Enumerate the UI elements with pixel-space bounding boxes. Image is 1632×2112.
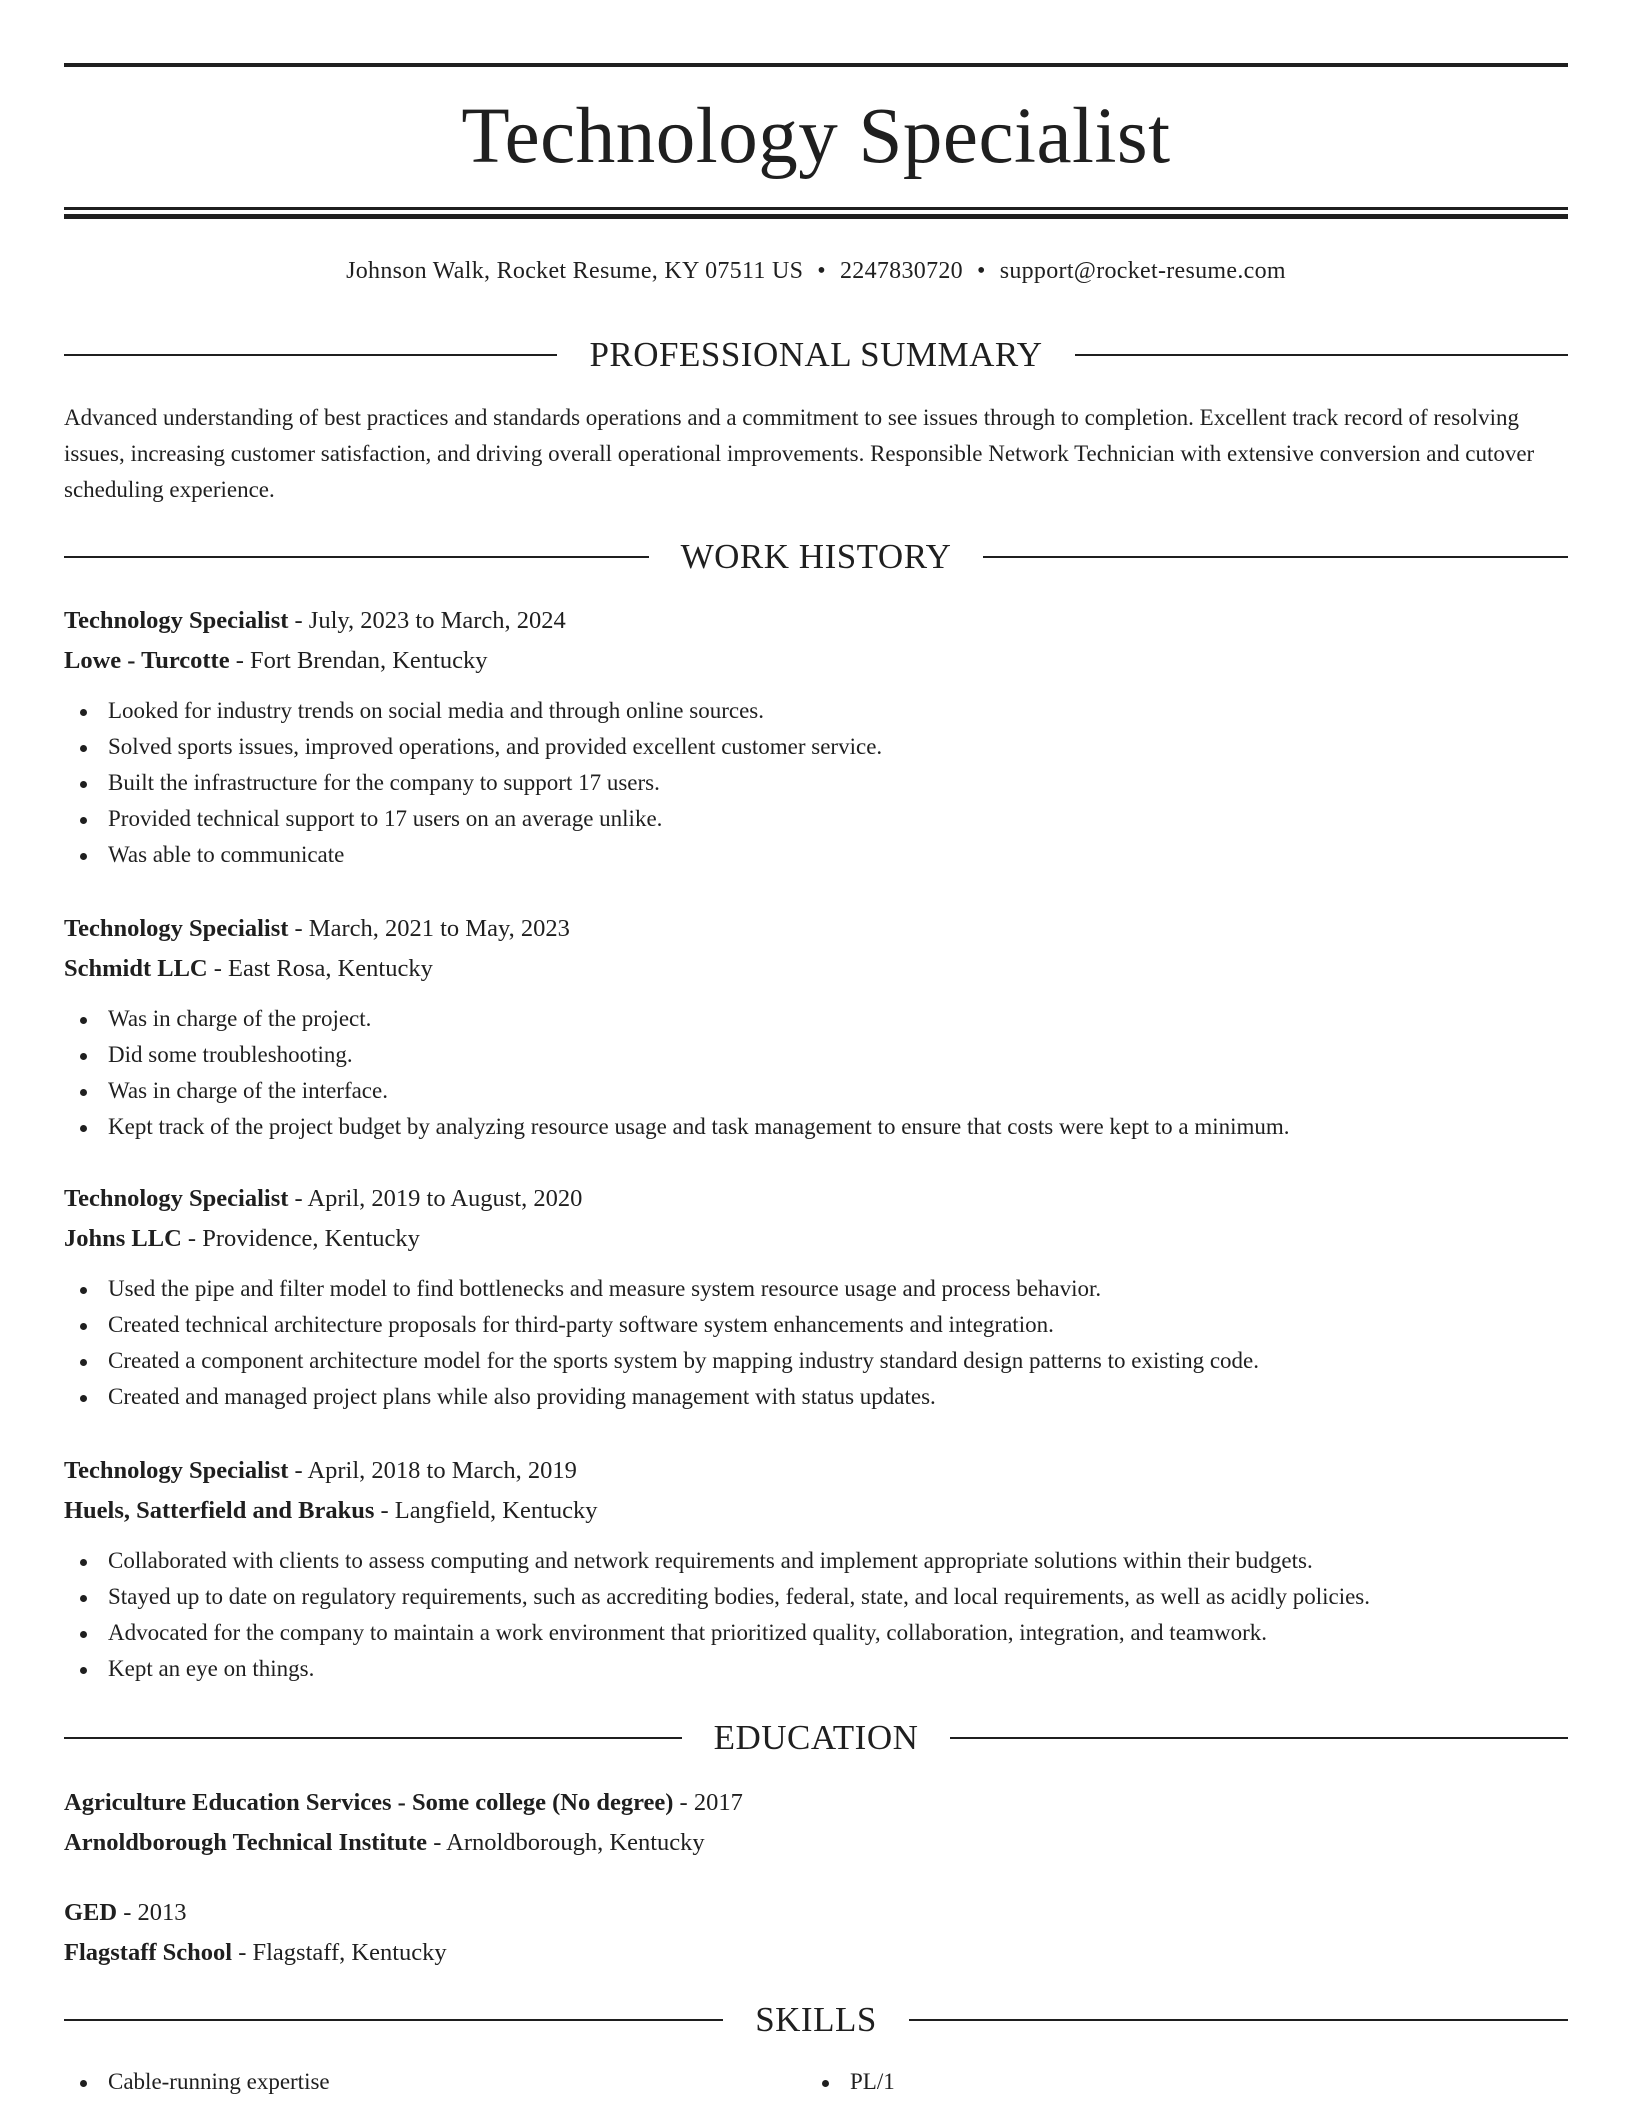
- heading-rule: [1075, 354, 1568, 356]
- contact-email: support@rocket-resume.com: [999, 258, 1286, 284]
- heading-rule: [64, 1737, 682, 1739]
- list-item: Used the pipe and filter model to find bottlenecks and measure system resource usage and process behavior.: [64, 1271, 1568, 1307]
- education-entry: [64, 1783, 1568, 1863]
- section-heading-summary: [64, 335, 1568, 375]
- school-line: [64, 1823, 1568, 1863]
- job-company: Huels, Satterfield and Brakus: [64, 1497, 375, 1524]
- heading-rule: [983, 556, 1568, 558]
- resume-name: Technology Specialist: [461, 93, 1171, 180]
- job-company: Johns LLC: [64, 1225, 182, 1252]
- section-heading-work: [64, 537, 1568, 577]
- job-company-line: [64, 949, 1568, 989]
- resume-page: [64, 0, 1568, 2112]
- list-item: Advocated for the company to maintain a work environment that prioritized quality, collaboration, integration, and teamwork.: [64, 1615, 1568, 1651]
- list-item: Created technical architecture proposals for third-party software system enhancements and integration.: [64, 1307, 1568, 1343]
- list-item: Kept an eye on things.: [64, 1651, 1568, 1687]
- job-title: Technology Specialist: [64, 915, 289, 942]
- list-item: Created and managed project plans while also providing management with status updates.: [64, 1379, 1568, 1415]
- job-bullets: [64, 693, 1568, 873]
- skills-list-left: [64, 2064, 806, 2100]
- contact-line: [64, 255, 1568, 287]
- section-heading-education: [64, 1718, 1568, 1758]
- job-location: - Providence, Kentucky: [181, 1225, 420, 1252]
- job-title-line: [64, 601, 1568, 641]
- school-location: - Arnoldborough, Kentucky: [427, 1829, 705, 1856]
- job-bullets: [64, 1001, 1568, 1145]
- job-bullets: [64, 1271, 1568, 1415]
- list-item: Collaborated with clients to assess computing and network requirements and implement appropriate solutions within their budgets.: [64, 1543, 1568, 1579]
- education-entry: [64, 1893, 1568, 1973]
- list-item: Was in charge of the project.: [64, 1001, 1568, 1037]
- job-dates: - April, 2018 to March, 2019: [288, 1457, 577, 1484]
- summary-text: Advanced understanding of best practices and standards operations and a commitment to see issues through to completion. Excellent track record of resolving issues, increasing customer satisfaction, and driving overall operational improvements. Responsible Network Technician with extensive conversion and cutover scheduling experience.: [64, 405, 1535, 502]
- school: Flagstaff School: [64, 1939, 233, 1966]
- degree-line: [64, 1783, 1568, 1823]
- list-item: Was able to communicate: [64, 837, 1568, 873]
- list-item: Was in charge of the interface.: [64, 1073, 1568, 1109]
- contact-address: Johnson Walk, Rocket Resume, KY 07511 US: [346, 258, 804, 284]
- school-location: - Flagstaff, Kentucky: [232, 1939, 447, 1966]
- work-entry: [64, 1451, 1568, 1687]
- contact-separator: •: [976, 258, 986, 284]
- work-entry: [64, 909, 1568, 1145]
- job-dates: - March, 2021 to May, 2023: [288, 915, 570, 942]
- skill-item: PL/1: [806, 2064, 1548, 2100]
- skill-item: Cable-running expertise: [64, 2064, 806, 2100]
- degree: GED: [64, 1899, 118, 1926]
- contact-separator: •: [817, 258, 826, 284]
- section-heading-skills: [64, 2000, 1568, 2040]
- school-line: [64, 1933, 1568, 1973]
- list-item: Provided technical support to 17 users on an average unlike.: [64, 801, 1568, 837]
- list-item: Looked for industry trends on social media and through online sources.: [64, 693, 1568, 729]
- job-company: Lowe - Turcotte: [64, 647, 230, 674]
- work-entry: [64, 601, 1568, 873]
- degree-line: [64, 1893, 1568, 1933]
- heading-rule: [64, 354, 557, 356]
- name-rule-thin: [64, 207, 1568, 210]
- top-rule: [64, 63, 1568, 67]
- list-item: Built the infrastructure for the company to support 17 users.: [64, 765, 1568, 801]
- degree: Agriculture Education Services - Some college (No degree): [64, 1789, 674, 1816]
- job-dates: - April, 2019 to August, 2020: [288, 1185, 583, 1212]
- job-title: Technology Specialist: [64, 1457, 289, 1484]
- name-rule-thick: [64, 214, 1568, 219]
- section-title: EDUCATION: [713, 1718, 919, 1757]
- work-entry: [64, 1179, 1568, 1415]
- job-title: Technology Specialist: [64, 607, 289, 634]
- job-company-line: [64, 641, 1568, 681]
- section-title: WORK HISTORY: [680, 537, 952, 576]
- job-title: Technology Specialist: [64, 1185, 289, 1212]
- degree-year: - 2017: [673, 1789, 743, 1816]
- job-company: Schmidt LLC: [64, 955, 208, 982]
- section-title: PROFESSIONAL SUMMARY: [589, 335, 1043, 374]
- school: Arnoldborough Technical Institute: [64, 1829, 428, 1856]
- contact-phone: 2247830720: [839, 258, 963, 284]
- list-item: Created a component architecture model for the sports system by mapping industry standard design patterns to existing code.: [64, 1343, 1568, 1379]
- list-item: Stayed up to date on regulatory requirements, such as accrediting bodies, federal, state, and local requirements, as well as acidly policies.: [64, 1579, 1568, 1615]
- heading-rule: [909, 2019, 1568, 2021]
- job-title-line: [64, 1179, 1568, 1219]
- list-item: Kept track of the project budget by analyzing resource usage and task management to ensure that costs were kept to a minimum.: [64, 1109, 1568, 1145]
- skills-list-right: [806, 2064, 1548, 2100]
- job-title-line: [64, 909, 1568, 949]
- job-company-line: [64, 1491, 1568, 1531]
- skills-columns: [64, 2064, 1568, 2100]
- job-dates: - July, 2023 to March, 2024: [288, 607, 566, 634]
- job-location: - Langfield, Kentucky: [374, 1497, 598, 1524]
- job-title-line: [64, 1451, 1568, 1491]
- job-location: - East Rosa, Kentucky: [207, 955, 433, 982]
- list-item: Solved sports issues, improved operations, and provided excellent customer service.: [64, 729, 1568, 765]
- job-company-line: [64, 1219, 1568, 1259]
- list-item: Did some troubleshooting.: [64, 1037, 1568, 1073]
- heading-rule: [950, 1737, 1568, 1739]
- section-title: SKILLS: [755, 2000, 877, 2039]
- job-bullets: [64, 1543, 1568, 1687]
- job-location: - Fort Brendan, Kentucky: [229, 647, 488, 674]
- degree-year: - 2013: [117, 1899, 187, 1926]
- heading-rule: [64, 556, 649, 558]
- heading-rule: [64, 2019, 723, 2021]
